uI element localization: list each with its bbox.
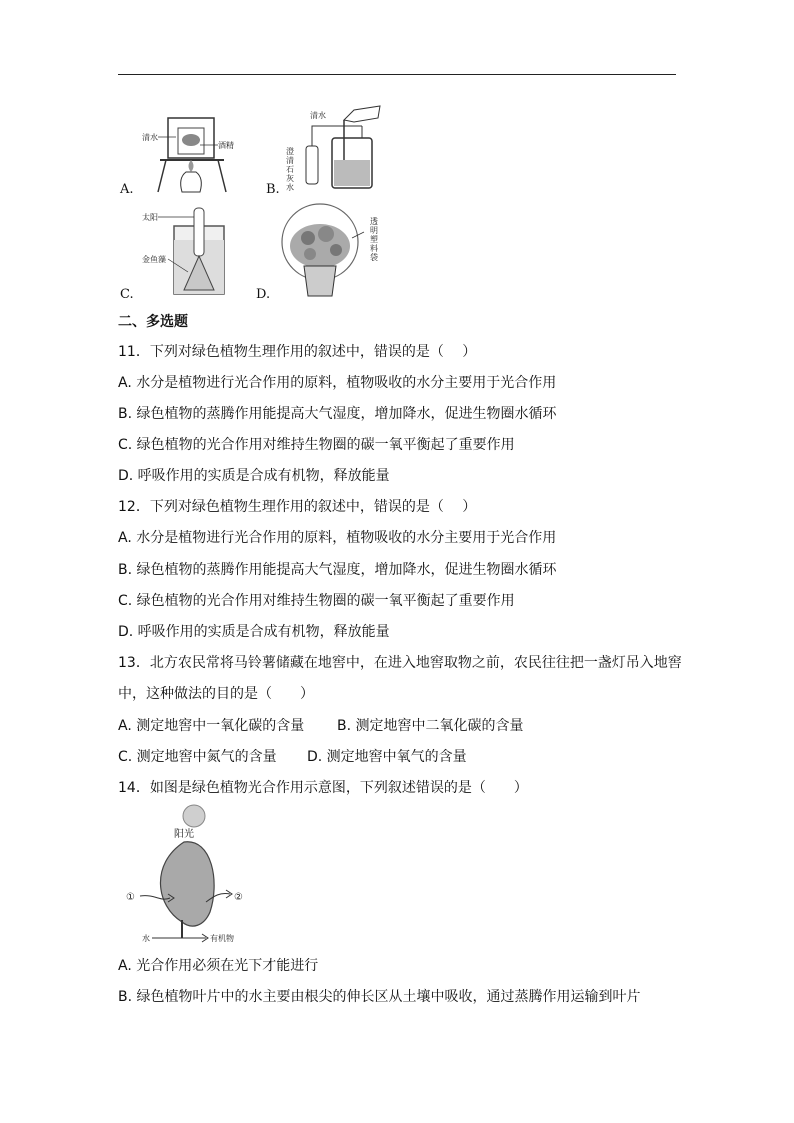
question-12-option-a: A. 水分是植物进行光合作用的原料，植物吸收的水分主要用于光合作用: [118, 530, 557, 546]
question-13-option-a: A. 测定地窖中一氧化碳的含量: [118, 718, 305, 734]
figure-b-limewater-apparatus: [282, 100, 392, 192]
question-12-stem: 12．下列对绿色植物生理作用的叙述中，错误的是（ ）: [118, 499, 477, 515]
figure-a-heating-apparatus: [140, 100, 250, 195]
question-11-option-c: C. 绿色植物的光合作用对维持生物圈的碳一氧平衡起了重要作用: [118, 437, 515, 453]
figure-c-oxygen-apparatus: [140, 202, 250, 297]
option-label-b: B.: [266, 182, 280, 197]
figure-a-alcohol-label: 酒精: [218, 141, 234, 150]
question-11-stem: 11．下列对绿色植物生理作用的叙述中，错误的是（ ）: [118, 344, 477, 360]
leaf-organic-label: 有机物: [210, 934, 234, 943]
option-label-d: D.: [256, 287, 271, 302]
leaf-output-marker: ②: [234, 892, 243, 903]
figure-c-sun-label: 太阳: [142, 213, 158, 222]
question-13-option-c: C. 测定地窖中氮气的含量: [118, 749, 277, 765]
figure-d-potted-plant: [280, 202, 390, 300]
question-11-option-b: B. 绿色植物的蒸腾作用能提高大气湿度，增加降水，促进生物圈水循环: [118, 406, 557, 422]
question-14-stem: 14．如图是绿色植物光合作用示意图，下列叙述错误的是（ ）: [118, 780, 528, 796]
figure-d-bag-label: 透明塑料袋: [370, 217, 378, 262]
leaf-input-marker: ①: [126, 892, 135, 903]
section-title: 二、多选题: [118, 314, 188, 330]
option-label-c: C.: [120, 287, 134, 302]
option-label-a: A.: [120, 182, 134, 197]
figure-photosynthesis-leaf: [122, 802, 272, 952]
question-13-stem-line1: 13．北方农民常将马铃薯储藏在地窖中，在进入地窖取物之前，农民往往把一盏灯吊入地窖: [118, 655, 682, 671]
figure-a-water-label: 清水: [142, 133, 158, 142]
figure-c-funnel-label: 金鱼藻: [142, 255, 166, 264]
question-13-option-b: B. 测定地窖中二氧化碳的含量: [337, 718, 524, 734]
figure-b-water-label: 清水: [310, 111, 326, 120]
header-rule: [118, 74, 676, 75]
question-12-option-d: D. 呼吸作用的实质是合成有机物，释放能量: [118, 624, 390, 640]
question-14-option-b: B. 绿色植物叶片中的水主要由根尖的伸长区从土壤中吸收，通过蒸腾作用运输到叶片: [118, 989, 641, 1005]
question-12-option-b: B. 绿色植物的蒸腾作用能提高大气湿度，增加降水，促进生物圈水循环: [118, 562, 557, 578]
leaf-water-label: 水: [142, 934, 150, 943]
question-12-option-c: C. 绿色植物的光合作用对维持生物圈的碳一氧平衡起了重要作用: [118, 593, 515, 609]
question-13-stem-line2: 中，这种做法的目的是（ ）: [118, 686, 314, 702]
question-11-option-a: A. 水分是植物进行光合作用的原料，植物吸收的水分主要用于光合作用: [118, 375, 557, 391]
question-14-option-a: A. 光合作用必须在光下才能进行: [118, 958, 319, 974]
question-13-option-d: D. 测定地窖中氧气的含量: [307, 749, 467, 765]
figure-b-limewater-label: 澄清石灰水: [286, 147, 294, 192]
question-11-option-d: D. 呼吸作用的实质是合成有机物，释放能量: [118, 468, 390, 484]
leaf-sun-label: 阳光: [174, 829, 194, 840]
